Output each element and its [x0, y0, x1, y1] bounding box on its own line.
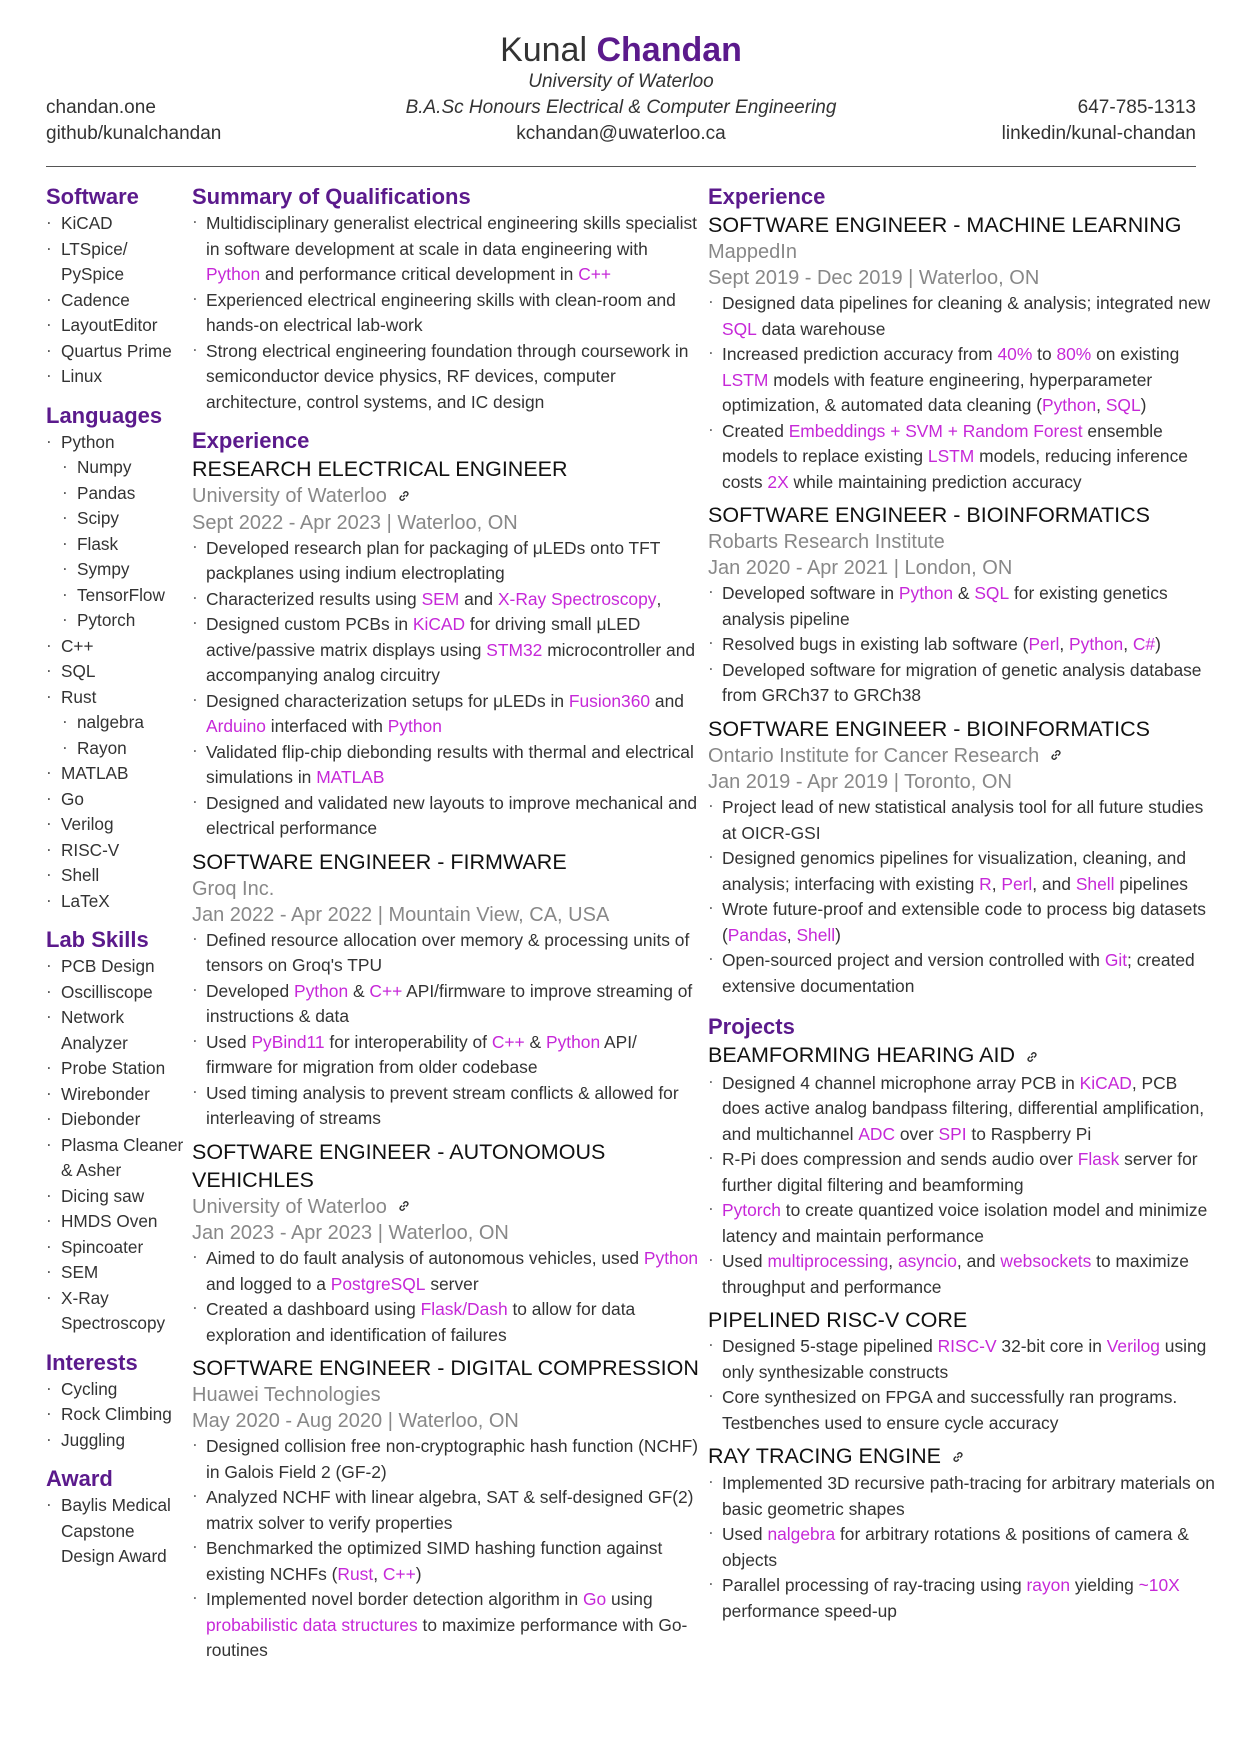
job-title: SOFTWARE ENGINEER - BIOINFORMATICS: [708, 716, 1150, 741]
project-bullets: [708, 1071, 1218, 1301]
list-item: · C++: [46, 634, 184, 660]
list-item: · Quartus Prime: [46, 339, 184, 365]
highlight-term: Git: [1104, 950, 1128, 971]
job-org: Robarts Research Institute: [708, 531, 945, 553]
list-item: · Designed and validated new layouts to improve mechanical and electrical performance: [192, 791, 702, 842]
job-date: May 2020 - Aug 2020 | Waterloo, ON: [192, 1410, 519, 1433]
highlight-term: Python: [387, 716, 442, 737]
list-item: · Dicing saw: [46, 1184, 184, 1210]
list-item: Analyzer: [61, 1032, 128, 1053]
highlight-term: Perl: [1001, 873, 1033, 894]
project-bullets: [708, 1334, 1218, 1436]
job-org: [192, 1194, 702, 1221]
list-item: · SQL: [46, 659, 184, 685]
list-item: · Plasma Cleaner: [46, 1133, 184, 1159]
highlight-term: Perl: [1028, 634, 1060, 654]
job-bioinformatics-oicr: [708, 715, 1218, 1000]
job-bioinformatics-robarts: [708, 501, 1218, 709]
list-item: · Cycling: [46, 1377, 184, 1403]
highlight-term: ~10X: [1138, 1575, 1180, 1596]
job-org: Huawei Technologies: [192, 1384, 381, 1407]
highlight-term: C++: [382, 1563, 416, 1584]
job-date: Sept 2022 - Apr 2023 | Waterloo, ON: [192, 511, 518, 534]
list-item: · Baylis Medical: [46, 1493, 184, 1519]
highlight-term: Pytorch: [722, 1200, 781, 1221]
list-item: · Wrote future-proof and extensible code to process big datasets (Pandas, Shell): [708, 897, 1218, 948]
list-item: · Validated flip-chip diebonding results with thermal and electrical simulations in MATLAB: [192, 740, 702, 791]
list-item: · Designed genomics pipelines for visualization, cleaning, and analysis; interfacing with existing R, Perl, and Shell pipelines: [708, 846, 1218, 897]
first-name: Kunal: [500, 31, 588, 69]
list-item: · SEM: [46, 1260, 184, 1286]
experience-heading: Experience: [192, 428, 310, 453]
degree: B.A.Sc Honours Electrical & Computer Engineering: [405, 97, 837, 118]
job-org: [708, 743, 1218, 770]
projects-heading: Projects: [708, 1014, 795, 1040]
languages-list: [46, 430, 184, 915]
header-divider: [46, 166, 1196, 167]
job-title: SOFTWARE ENGINEER - MACHINE LEARNING: [708, 213, 1182, 237]
list-item: · Rayon: [46, 736, 184, 762]
list-item: · HMDS Oven: [46, 1209, 184, 1235]
highlight-term: MATLAB: [316, 767, 385, 788]
list-item: · Spincoater: [46, 1235, 184, 1261]
list-item: · Rust: [46, 685, 184, 711]
project-title-text: RAY TRACING ENGINE: [708, 1444, 941, 1469]
link-icon[interactable]: [397, 1194, 411, 1220]
highlight-term: Rust: [337, 1563, 374, 1584]
list-item: · Project lead of new statistical analysis tool for all future studies at OICR-GSI: [708, 795, 1218, 846]
highlight-term: Python: [206, 264, 261, 284]
award-heading: Award: [46, 1466, 113, 1491]
job-title: RESEARCH ELECTRICAL ENGINEER: [192, 457, 568, 481]
list-item: · Developed software in Python & SQL for existing genetics analysis pipeline: [708, 581, 1218, 632]
list-item: · Designed 5-stage pipelined RISC-V 32-bit core in Verilog using only synthesizable constructs: [708, 1334, 1218, 1385]
highlight-term: websockets: [1000, 1251, 1092, 1272]
highlight-term: Python: [643, 1248, 699, 1269]
job-org: Groq Inc.: [192, 877, 275, 900]
list-item: · Pytorch: [46, 608, 184, 634]
list-item: · Oscilliscope: [46, 980, 184, 1006]
list-item: · R-Pi does compression and sends audio over Flask server for further digital filtering and beamforming: [708, 1147, 1218, 1198]
list-item: · Implemented novel border detection algorithm in Go using probabilistic data structures to maximize performance with Go-routines: [192, 1587, 702, 1664]
highlight-term: SPI: [938, 1123, 967, 1144]
list-item: Design Award: [61, 1546, 167, 1566]
highlight-term: LSTM: [722, 369, 769, 390]
project-title: [708, 1442, 1218, 1471]
list-item: · Used timing analysis to prevent stream conflicts & allowed for interleaving of streams: [192, 1081, 702, 1132]
list-item: · Benchmarked the optimized SIMD hashing function against existing NCHFs (Rust, C++): [192, 1536, 702, 1587]
list-item: · RISC-V: [46, 838, 184, 864]
lab-skills-list: [46, 954, 184, 1337]
project-raytracing: [708, 1442, 1218, 1624]
list-item: · Diebonder: [46, 1107, 184, 1133]
list-item: · Used PyBind11 for interoperability of C++ & Python API/ firmware for migration from older codebase: [192, 1030, 702, 1081]
project-title: PIPELINED RISC-V CORE: [708, 1308, 968, 1333]
list-item: · Resolved bugs in existing lab software (Perl, Python, C#): [708, 632, 1218, 658]
list-item: · Core synthesized on FPGA and successfully ran programs. Testbenches used to ensure cycle accuracy: [708, 1385, 1218, 1436]
list-item: · Increased prediction accuracy from 40% to 80% on existing LSTM models with feature engineering, hyperparameter optimization, & automated data cleaning (Python, SQL): [708, 342, 1218, 419]
right-column: [708, 183, 1218, 1630]
list-item: · MATLAB: [46, 761, 184, 787]
highlight-term: PyBind11: [251, 1031, 325, 1052]
list-item: · Defined resource allocation over memory & processing units of tensors on Groq's TPU: [192, 928, 702, 979]
job-title: SOFTWARE ENGINEER - AUTONOMOUS VEHICHLES: [192, 1139, 606, 1192]
highlight-term: Shell: [796, 924, 836, 945]
highlight-term: Go: [583, 1589, 607, 1610]
highlight-term: SQL: [974, 583, 1010, 603]
highlight-term: Pandas: [727, 924, 787, 945]
list-item: · Flask: [46, 532, 184, 558]
highlight-term: 2X: [767, 471, 789, 492]
university: University of Waterloo: [528, 71, 714, 92]
highlight-term: SEM: [421, 588, 460, 609]
highlight-term: Shell: [1075, 873, 1115, 894]
job-date: Jan 2020 - Apr 2021 | London, ON: [708, 557, 1013, 579]
link-icon[interactable]: [397, 484, 411, 510]
highlight-term: RISC-V: [937, 1336, 997, 1357]
org-name: Ontario Institute for Cancer Research: [708, 744, 1040, 767]
list-item: · PCB Design: [46, 954, 184, 980]
highlight-term: multiprocessing: [767, 1251, 889, 1272]
list-item: · Designed custom PCBs in KiCAD for driving small μLED active/passive matrix displays using STM32 microcontroller and accompanying analog circuitry: [192, 612, 702, 689]
job-date: Jan 2023 - Apr 2023 | Waterloo, ON: [192, 1222, 509, 1245]
interests-list: [46, 1377, 184, 1454]
highlight-term: rayon: [1026, 1575, 1070, 1596]
list-item: · KiCAD: [46, 211, 184, 237]
resume-header: [46, 28, 1196, 153]
highlight-term: probabilistic data structures: [206, 1614, 418, 1635]
project-bullets: [708, 1471, 1218, 1624]
highlight-term: KiCAD: [1079, 1072, 1132, 1093]
list-item: · Created a dashboard using Flask/Dash to allow for data exploration and identification of failures: [192, 1297, 702, 1348]
list-item: Capstone: [61, 1520, 135, 1541]
languages-heading: Languages: [46, 402, 163, 428]
summary-list: [192, 211, 702, 415]
highlight-term: SQL: [1105, 395, 1141, 415]
job-date: Jan 2022 - Apr 2022 | Mountain View, CA, USA: [192, 903, 610, 926]
project-title: [708, 1041, 1218, 1070]
highlight-term: C++: [491, 1031, 525, 1052]
job-bullets: [708, 795, 1218, 999]
highlight-term: Flask: [1077, 1149, 1120, 1170]
middle-column: [192, 183, 702, 1670]
list-item: & Asher: [61, 1160, 122, 1180]
list-item: · Characterized results using SEM and X-Ray Spectroscopy,: [192, 587, 702, 613]
list-item: · Shell: [46, 863, 184, 889]
full-name: [46, 28, 1196, 72]
software-heading: Software: [46, 184, 139, 209]
list-item: · Python: [46, 430, 184, 456]
list-item: · Pandas: [46, 481, 184, 507]
list-item: · nalgebra: [46, 710, 184, 736]
job-org: MappedIn: [708, 241, 797, 263]
job-firmware: [192, 848, 702, 1132]
job-compression: [192, 1354, 702, 1664]
summary-heading: Summary of Qualifications: [192, 184, 471, 209]
list-item: · X-Ray: [46, 1286, 184, 1312]
highlight-term: Python: [1069, 634, 1124, 654]
job-date: Jan 2019 - Apr 2019 | Toronto, ON: [708, 771, 1012, 794]
list-item: · Used nalgebra for arbitrary rotations & positions of camera & objects: [708, 1522, 1218, 1573]
job-title: SOFTWARE ENGINEER - FIRMWARE: [192, 849, 567, 874]
link-icon[interactable]: [1025, 1043, 1039, 1071]
list-item: · Pytorch to create quantized voice isolation model and minimize latency and maintain performance: [708, 1198, 1218, 1249]
org-name: University of Waterloo: [192, 485, 387, 507]
job-bullets: [192, 928, 702, 1132]
list-item: PySpice: [61, 264, 125, 284]
job-research: [192, 455, 702, 842]
project-title-text: BEAMFORMING HEARING AID: [708, 1043, 1016, 1068]
list-item: · Linux: [46, 364, 184, 390]
job-bullets: [192, 1434, 702, 1664]
list-item: · Strong electrical engineering foundation through coursework in semiconductor device physics, RF devices, computer architecture, control systems, and IC design: [192, 339, 702, 416]
list-item: · Implemented 3D recursive path-tracing for arbitrary materials on basic geometric shapes: [708, 1471, 1218, 1522]
highlight-term: C++: [578, 264, 612, 284]
list-item: · Numpy: [46, 455, 184, 481]
award-list: [46, 1493, 184, 1570]
list-item: · Wirebonder: [46, 1082, 184, 1108]
list-item: Spectroscopy: [61, 1313, 166, 1333]
skills-sidebar: [46, 183, 184, 1582]
list-item: · Multidisciplinary generalist electrical engineering skills specialist in software development at scale in data engineering with Python and performance critical development in C++: [192, 211, 702, 288]
job-bullets: [192, 536, 702, 842]
list-item: · TensorFlow: [46, 583, 184, 609]
highlight-term: Python: [545, 1031, 601, 1052]
list-item: · Developed research plan for packaging of μLEDs onto TFT packplanes using indium electroplating: [192, 536, 702, 587]
email-link[interactable]: kchandan@uwaterloo.ca: [516, 123, 726, 144]
website-link[interactable]: chandan.one: [46, 97, 156, 118]
project-riscv: [708, 1306, 1218, 1436]
list-item: · Developed Python & C++ API/firmware to improve streaming of instructions & data: [192, 979, 702, 1030]
list-item: · Rock Climbing: [46, 1402, 184, 1428]
highlight-term: Python: [898, 583, 954, 603]
highlight-term: C++: [369, 980, 403, 1001]
highlight-term: LSTM: [927, 446, 975, 466]
link-icon[interactable]: [951, 1443, 965, 1471]
list-item: · Sympy: [46, 557, 184, 583]
list-item: · Designed data pipelines for cleaning & analysis; integrated new SQL data warehouse: [708, 291, 1218, 342]
highlight-term: nalgebra: [767, 1524, 836, 1545]
list-item: · Probe Station: [46, 1056, 184, 1082]
list-item: · Designed 4 channel microphone array PCB in KiCAD, PCB does active analog bandpass filtering, differential amplification, and multichannel ADC over SPI to Raspberry Pi: [708, 1071, 1218, 1148]
github-link[interactable]: github/kunalchandan: [46, 123, 222, 144]
highlight-term: Python: [293, 980, 349, 1001]
list-item: · Open-sourced project and version controlled with Git; created extensive documentation: [708, 948, 1218, 999]
list-item: · LTSpice/: [46, 237, 184, 263]
software-list: [46, 211, 184, 390]
list-item: · Experienced electrical engineering skills with clean-room and hands-on electrical lab-work: [192, 288, 702, 339]
highlight-term: Embeddings + SVM + Random Forest: [788, 420, 1083, 441]
highlight-term: X-Ray Spectroscopy: [497, 588, 657, 609]
highlight-term: PostgreSQL: [330, 1273, 426, 1294]
highlight-term: Arduino: [206, 716, 266, 737]
list-item: · Aimed to do fault analysis of autonomous vehicles, used Python and logged to a PostgreSQL server: [192, 1246, 702, 1297]
list-item: · Analyzed NCHF with linear algebra, SAT & self-designed GF(2) matrix solver to verify properties: [192, 1485, 702, 1536]
highlight-term: Fusion360: [568, 690, 651, 711]
highlight-term: R: [979, 873, 992, 894]
list-item: · Used multiprocessing, asyncio, and websockets to maximize throughput and performance: [708, 1249, 1218, 1300]
job-bullets: [708, 581, 1218, 709]
job-date: Sept 2019 - Dec 2019 | Waterloo, ON: [708, 267, 1040, 289]
org-name: University of Waterloo: [192, 1195, 387, 1218]
project-beamforming: [708, 1041, 1218, 1300]
list-item: · LayoutEditor: [46, 313, 184, 339]
highlight-term: Python: [1042, 395, 1097, 415]
last-name: Chandan: [596, 31, 742, 69]
highlight-term: 80%: [1056, 344, 1092, 364]
list-item: · LaTeX: [46, 889, 184, 915]
highlight-term: KiCAD: [412, 614, 466, 635]
link-icon[interactable]: [1049, 743, 1063, 769]
lab-skills-heading: Lab Skills: [46, 927, 149, 952]
linkedin-link[interactable]: linkedin/kunal-chandan: [1001, 123, 1196, 144]
list-item: · Go: [46, 787, 184, 813]
list-item: · Juggling: [46, 1428, 184, 1454]
list-item: · Scipy: [46, 506, 184, 532]
highlight-term: C#: [1132, 634, 1156, 654]
list-item: · Designed characterization setups for μLEDs in Fusion360 and Arduino interfaced with Python: [192, 689, 702, 740]
list-item: · Network: [46, 1005, 184, 1031]
highlight-term: 40%: [997, 344, 1033, 364]
job-org: [192, 483, 702, 510]
list-item: · Parallel processing of ray-tracing using rayon yielding ~10X performance speed-up: [708, 1573, 1218, 1624]
interests-heading: Interests: [46, 1349, 138, 1375]
list-item: · Designed collision free non-cryptographic hash function (NCHF) in Galois Field 2 (GF-2): [192, 1434, 702, 1485]
list-item: · Developed software for migration of genetic analysis database from GRCh37 to GRCh38: [708, 658, 1218, 709]
experience-heading: Experience: [708, 184, 826, 209]
job-bullets: [708, 291, 1218, 495]
job-title: SOFTWARE ENGINEER - DIGITAL COMPRESSION: [192, 1356, 699, 1381]
highlight-term: asyncio: [897, 1251, 957, 1272]
job-bullets: [192, 1246, 702, 1348]
list-item: · Verilog: [46, 812, 184, 838]
highlight-term: STM32: [486, 639, 543, 660]
highlight-term: ADC: [858, 1123, 896, 1144]
highlight-term: Verilog: [1106, 1336, 1160, 1357]
phone-number[interactable]: 647-785-1313: [1077, 97, 1196, 118]
highlight-term: SQL: [722, 318, 757, 339]
highlight-term: Flask/Dash: [420, 1299, 508, 1320]
job-ml: [708, 211, 1218, 495]
list-item: · Created Embeddings + SVM + Random Forest ensemble models to replace existing LSTM models, reducing inference costs 2X while maintaining prediction accuracy: [708, 419, 1218, 496]
job-autonomous: [192, 1138, 702, 1349]
list-item: · Cadence: [46, 288, 184, 314]
job-title: SOFTWARE ENGINEER - BIOINFORMATICS: [708, 503, 1150, 527]
